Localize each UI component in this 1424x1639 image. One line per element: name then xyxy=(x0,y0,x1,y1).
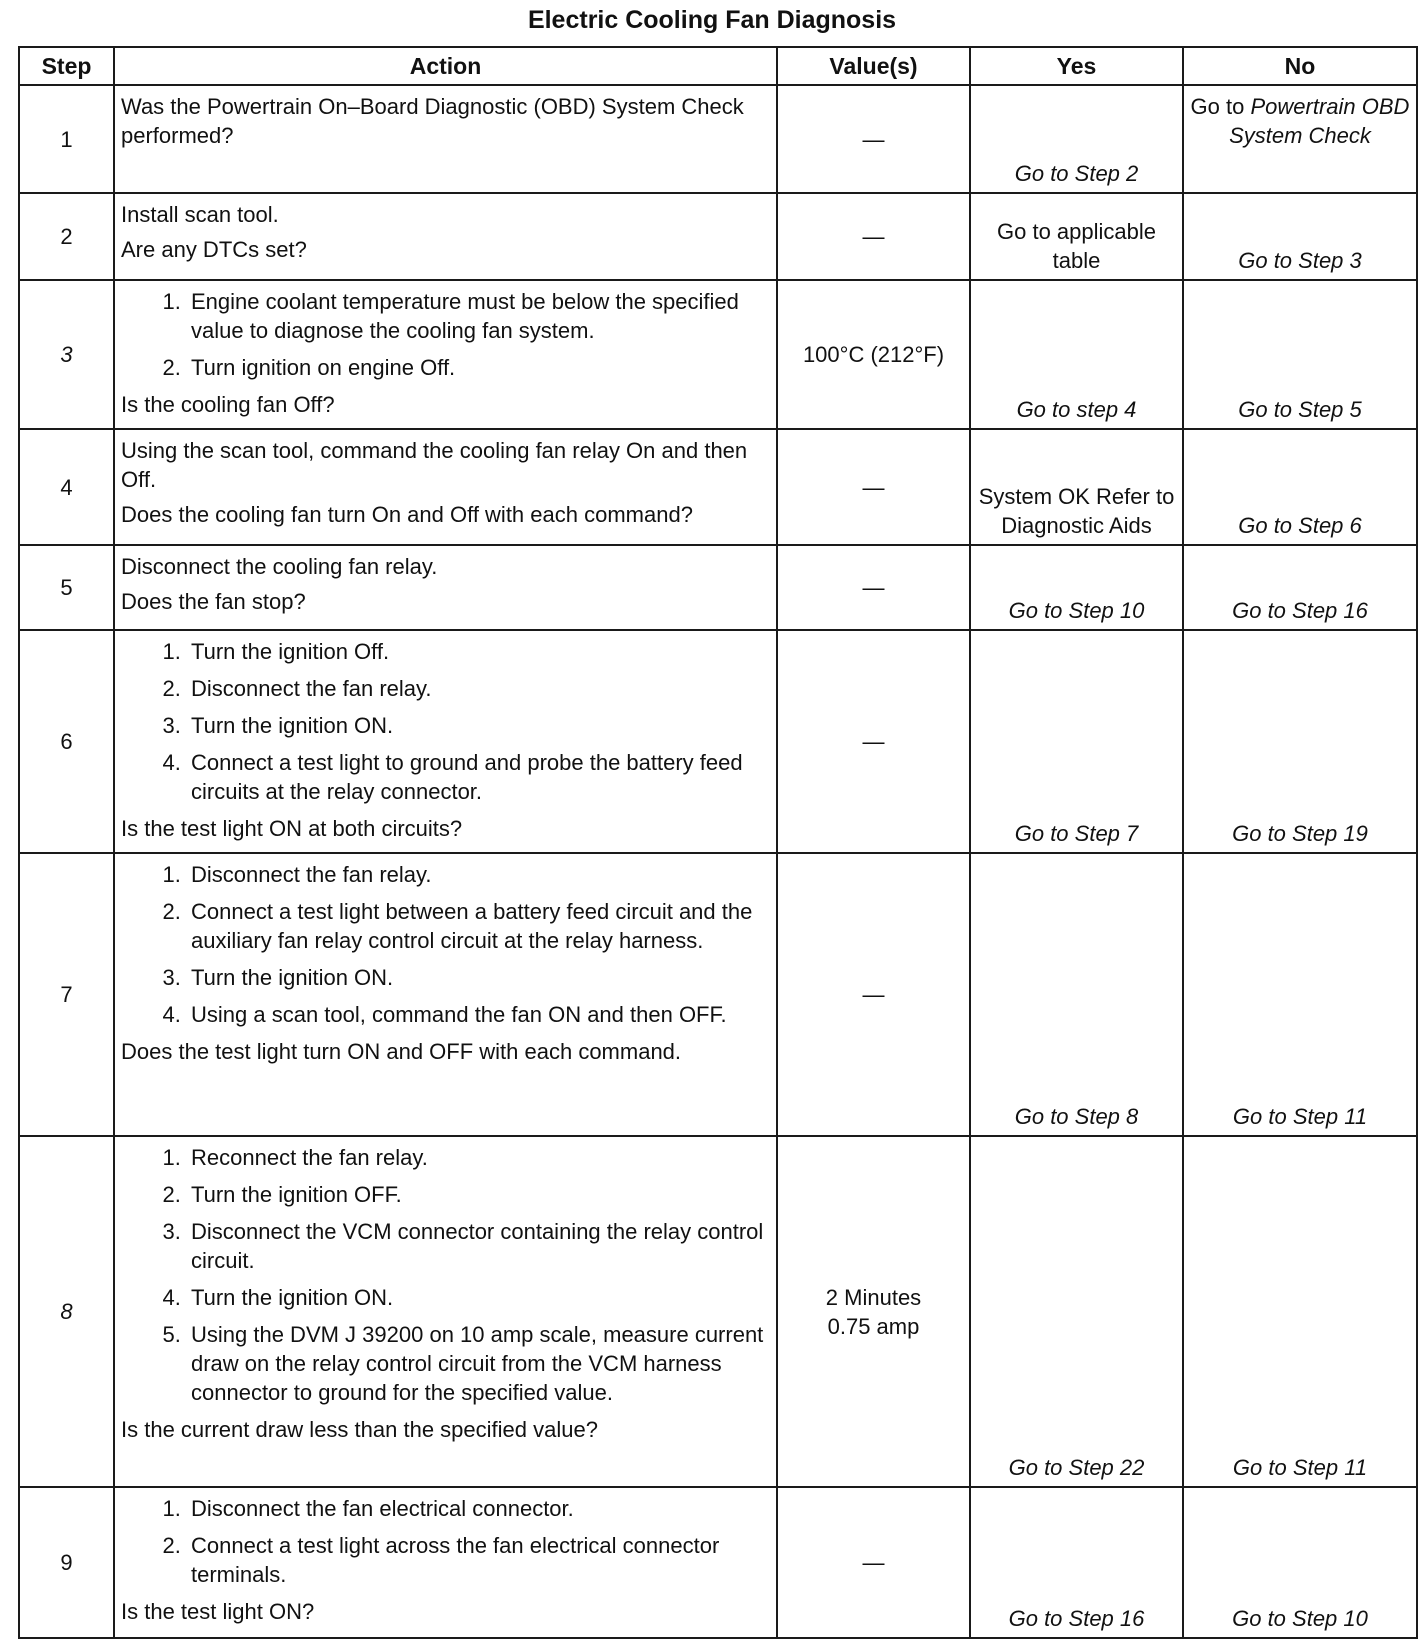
yes-cell xyxy=(970,853,1183,1136)
table-row xyxy=(19,630,1417,853)
yes-cell xyxy=(970,630,1183,853)
no-link: Go to Step 16 xyxy=(1232,598,1368,623)
column-header-step: Step xyxy=(19,47,114,85)
procedure-item: 2. Turn the ignition OFF. xyxy=(187,1180,770,1209)
table-row xyxy=(19,853,1417,1136)
action-cell xyxy=(114,429,777,545)
value-cell: — xyxy=(777,1487,970,1638)
procedure-item: 2. Connect a test light across the fan electrical connector terminals. xyxy=(187,1531,770,1589)
question-text: Is the cooling fan Off? xyxy=(121,392,335,417)
value-cell: — xyxy=(777,630,970,853)
value-current: 0.75 amp xyxy=(827,1313,920,1339)
step-number: 4 xyxy=(19,429,114,545)
value-time: 2 Minutes xyxy=(825,1284,922,1310)
value-cell xyxy=(777,1136,970,1487)
yes-text: Go to applicable table xyxy=(997,219,1156,273)
step-number: 7 xyxy=(19,853,114,1136)
yes-link: Go to Step 16 xyxy=(1008,1606,1145,1631)
procedure-item: 2. Connect a test light between a battery feed circuit and the auxiliary fan relay control circuit at the relay harness. xyxy=(187,897,770,955)
no-cell xyxy=(1183,280,1417,429)
no-link: Go to Step 6 xyxy=(1238,513,1362,538)
action-text: Using the scan tool, command the cooling fan relay On and then Off. xyxy=(121,438,748,492)
action-cell xyxy=(114,853,777,1136)
no-cell xyxy=(1183,429,1417,545)
procedure-item: 1. Turn the ignition Off. xyxy=(187,637,770,666)
action-cell xyxy=(114,85,777,193)
no-link: Go to Step 10 xyxy=(1232,1606,1368,1631)
yes-link: Go to Step 8 xyxy=(1014,1104,1139,1129)
value-cell: — xyxy=(777,193,970,280)
procedure-item: 5. Using the DVM J 39200 on 10 amp scale, measure current draw on the relay control circuit from the VCM harness connector to ground for the specified value. xyxy=(187,1320,770,1407)
procedure-item: 3. Turn the ignition ON. xyxy=(187,711,770,740)
step-number: 2 xyxy=(19,193,114,280)
action-cell xyxy=(114,193,777,280)
action-text: Disconnect the cooling fan relay. xyxy=(121,554,438,579)
no-prefix: Go to xyxy=(1190,94,1245,119)
step-number: 5 xyxy=(19,545,114,630)
no-link: Go to Step 5 xyxy=(1238,397,1362,422)
yes-cell xyxy=(970,545,1183,630)
column-header-no: No xyxy=(1183,47,1417,85)
no-link: Go to Step 19 xyxy=(1232,821,1368,846)
procedure-item: 1. Engine coolant temperature must be below the specified value to diagnose the cooling fan system. xyxy=(187,287,770,345)
no-link: Powertrain OBD System Check xyxy=(1229,94,1410,148)
table-row xyxy=(19,429,1417,545)
procedure-list xyxy=(121,287,770,382)
procedure-list xyxy=(121,1494,770,1589)
table-row xyxy=(19,545,1417,630)
question-text: Are any DTCs set? xyxy=(121,237,307,262)
action-cell xyxy=(114,630,777,853)
yes-link: Go to Step 22 xyxy=(1008,1455,1145,1480)
action-cell xyxy=(114,545,777,630)
yes-text: System OK Refer to Diagnostic Aids xyxy=(978,484,1175,538)
column-header-value: Value(s) xyxy=(777,47,970,85)
value-cell: — xyxy=(777,85,970,193)
procedure-list xyxy=(121,1143,770,1407)
no-cell xyxy=(1183,193,1417,280)
value-cell: 100°C (212°F) xyxy=(777,280,970,429)
question-text: Is the current draw less than the specified value? xyxy=(121,1417,598,1442)
yes-cell xyxy=(970,193,1183,280)
yes-link: Go to Step 2 xyxy=(1014,161,1139,186)
yes-cell xyxy=(970,429,1183,545)
procedure-item: 4. Turn the ignition ON. xyxy=(187,1283,770,1312)
procedure-item: 2. Disconnect the fan relay. xyxy=(187,674,770,703)
step-number: 6 xyxy=(19,630,114,853)
page-title: Electric Cooling Fan Diagnosis xyxy=(527,6,897,34)
value-cell: — xyxy=(777,853,970,1136)
action-text: Was the Powertrain On–Board Diagnostic (OBD) System Check performed? xyxy=(121,94,744,148)
no-cell xyxy=(1183,1487,1417,1638)
procedure-item: 2. Turn ignition on engine Off. xyxy=(187,353,770,382)
table-row xyxy=(19,193,1417,280)
column-header-yes: Yes xyxy=(970,47,1183,85)
yes-link: Go to Step 10 xyxy=(1008,598,1145,623)
procedure-item: 1. Disconnect the fan electrical connector. xyxy=(187,1494,770,1523)
table-row xyxy=(19,1136,1417,1487)
no-link: Go to Step 3 xyxy=(1238,248,1362,273)
no-cell xyxy=(1183,1136,1417,1487)
question-text: Is the test light ON? xyxy=(121,1599,315,1624)
yes-cell xyxy=(970,1487,1183,1638)
step-number: 3 xyxy=(19,280,114,429)
action-cell xyxy=(114,280,777,429)
step-number: 8 xyxy=(19,1136,114,1487)
table-row xyxy=(19,1487,1417,1638)
no-link: Go to Step 11 xyxy=(1232,1104,1368,1129)
procedure-item: 4. Using a scan tool, command the fan ON and then OFF. xyxy=(187,1000,770,1029)
step-number: 1 xyxy=(19,85,114,193)
no-link: Go to Step 11 xyxy=(1232,1455,1368,1480)
table-row xyxy=(19,280,1417,429)
value-cell: — xyxy=(777,429,970,545)
question-text: Is the test light ON at both circuits? xyxy=(121,816,463,841)
yes-cell xyxy=(970,1136,1183,1487)
yes-cell xyxy=(970,85,1183,193)
column-header-action: Action xyxy=(114,47,777,85)
value-cell: — xyxy=(777,545,970,630)
procedure-item: 3. Disconnect the VCM connector containing the relay control circuit. xyxy=(187,1217,770,1275)
question-text: Does the test light turn ON and OFF with each command. xyxy=(121,1039,682,1064)
action-text: Install scan tool. xyxy=(121,202,279,227)
diagnosis-table xyxy=(18,46,1418,1639)
yes-cell xyxy=(970,280,1183,429)
question-text: Does the cooling fan turn On and Off with each command? xyxy=(121,502,693,527)
procedure-item: 1. Disconnect the fan relay. xyxy=(187,860,770,889)
action-cell xyxy=(114,1136,777,1487)
no-cell xyxy=(1183,630,1417,853)
yes-link: Go to Step 7 xyxy=(1014,821,1139,846)
step-number: 9 xyxy=(19,1487,114,1638)
header-row xyxy=(19,47,1417,85)
procedure-item: 4. Connect a test light to ground and probe the battery feed circuits at the relay connector. xyxy=(187,748,770,806)
procedure-item: 3. Turn the ignition ON. xyxy=(187,963,770,992)
no-cell xyxy=(1183,545,1417,630)
no-cell xyxy=(1183,853,1417,1136)
procedure-list xyxy=(121,637,770,806)
question-text: Does the fan stop? xyxy=(121,589,306,614)
no-cell xyxy=(1183,85,1417,193)
yes-link: Go to step 4 xyxy=(1016,397,1137,422)
action-cell xyxy=(114,1487,777,1638)
table-row xyxy=(19,85,1417,193)
procedure-list xyxy=(121,860,770,1029)
procedure-item: 1. Reconnect the fan relay. xyxy=(187,1143,770,1172)
